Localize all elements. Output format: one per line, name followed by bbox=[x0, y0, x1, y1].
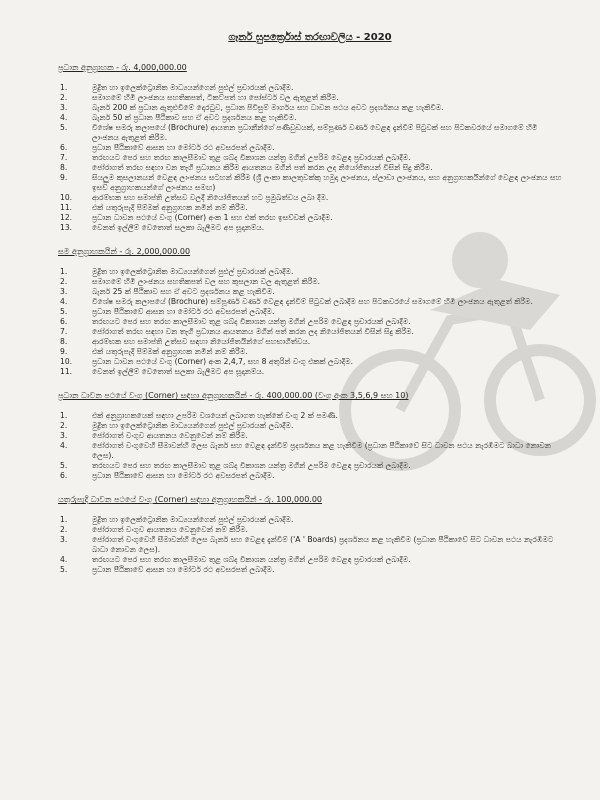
list-item: 6. ප්‍රධාන පීඨිකාවේ ආසන හා මෝටර් රථ අවසරපත් ලබාදීම. bbox=[60, 143, 275, 152]
list-item: 8. ආරම්භක සහ සමාප්ති උත්සව සඳහා නියෝජිතයින්ගේ සහභාගීත්වය. bbox=[60, 337, 311, 346]
list-item: 1. එක් අනුග්‍රාහකයෙක් සඳහා උපරිම වශයෙන් ලබාගත හැක්කේ වංගු 2 ක් පමණි. bbox=[60, 411, 338, 420]
list-item: 12. ප්‍රධාන ධාවන පථයේ වංගු (Corner) අංක 1 සහ එක් තරඟ ඉසව්වක් ලබාදීම. bbox=[60, 213, 333, 222]
list-item: 8. ජෝරාගත් තරඟ සඳහා වන තෑගි ප්‍රධානය කිරීම ආයතනය මගින් පත් කරන ලද නියෝජිතයන් විසින් සිදු කිරීම. bbox=[60, 163, 433, 172]
list-item: 5. විශේෂ සමරු කලාපයේ (Brochure) ආයතන ප්‍රධානීන්ගේ පණිවුඩයක්, සම්පූර්ණ වර්ණ වෙළඳ දැන්වීම් පිටුවක් සහ පිටකවරයේ සමාගමේ හිමි ලාංඡනය ඇතුළත් කිරීම. bbox=[60, 123, 538, 142]
list-item: 2. මුද්‍රිත හා ඉලෙක්ට්‍රොනික මාධ්‍යයන්ගෙන් පුළුල් ප්‍රචාරයක් ලබාදීම. bbox=[60, 421, 294, 430]
list-item: 5. ප්‍රධාන පීඨිකාවේ ආසන හා මෝටර් රථ අවසරපත් ලබාදීම. bbox=[60, 565, 275, 574]
section-main-sponsor bbox=[58, 63, 562, 233]
section-heading: ප්‍රධාන ධාවන පථයේ වංගු (Corner) සඳහා අනුග්‍රාහකයින් - රු. 400,000.00 (වංගු අංක 3,5,6,9 සහ 10) bbox=[58, 391, 409, 400]
list-item: 4. ජෝරාගත් වංගුවෙහි සීමාවන්හි ලෙස බැනර් සහ වෙළඳ දැන්වීම් ප්‍රදර්ශනය කළ හැකිවීම (ප්‍රධාන පීඨිකාවේ සිට ධාවන පථය නැරඹීමට බාධා නොවන ලෙස). bbox=[60, 441, 551, 460]
list-item: 3. බැනර් 25 ක් පීඨිකාව සහ ඒ අවට ප්‍රදර්ශනය කළ හැකිවීම. bbox=[60, 287, 275, 296]
list-item: 5. ප්‍රධාන පීඨිකාවේ ආසන හා මෝටර් රථ අවසරපත් ලබාදීම. bbox=[60, 307, 275, 316]
list-item: 10. ප්‍රධාන ධාවන පථයේ වංගු (Corner) අංක 2,4,7, සහ 8 අතුරින් වංගු එකක් ලබාදීම. bbox=[60, 357, 353, 366]
list-item: 7. තරඟයට පෙර සහ තරඟ කාලසීමාව තුළ ශබ්ද විකාශන යන්ත්‍ර මගින් උපරිම වෙළඳ ප්‍රචාරයක් ලබාදීම. bbox=[60, 153, 411, 162]
list-item: 11. වෙනත් ඉල්ලීම් වෙතොත් සලකා බැලීමට අප සූදානම්ය. bbox=[60, 367, 265, 376]
list-item: 6. තරඟයට පෙර සහ තරඟ කාලසීමාව තුළ ශබ්ද විකාශන යන්ත්‍ර මගින් උපරිම වෙළඳ ප්‍රචාරයක් ලබාදීම. bbox=[60, 317, 411, 326]
section-main-corner-sponsors bbox=[58, 391, 562, 481]
list-item: 9. සියලුම කුසලානයන් වෙළඳ ලාංඡනය සටහන් කිරීම (ශ්‍රී ලංකා කාලතුවක්කු හමුදා ලාංඡනය, ස්ලාඩා ලාංඡනය, සහ අනුග්‍රාහකයින්ගේ වෙළඳ ලාංඡනය සහ ඉසව් අනුග්‍රාහකයන්ගේ ලාංඡනය සමඟ) bbox=[60, 173, 562, 192]
section-motorbike-corner-sponsors bbox=[58, 495, 562, 575]
list-item: 3. ජෝරාගත් වංගුවෙහි සීමාවන්හි ලෙස බැනර් සහ වෙළඳ දැන්වීම් ('A ' Boards) ප්‍රදර්ශනය කළ හැකිවීම (ප්‍රධාන පීඨිකාවේ සිට ධාවන පථය නැරඹීමට බාධා නොවන ලෙස). bbox=[60, 535, 554, 554]
list-item: 7. ජෝරාගත් තරඟ සඳහා වන තෑගි ප්‍රධානය ආයතනය මගින් පත් කරන ලද නියෝජිතයන් විසින් සිදු කිරීම. bbox=[60, 327, 414, 336]
list-item: 4. විශේෂ සමරු කලාපයේ (Brochure) සම්පූර්ණ වර්ණ වෙළඳ දැන්වීම් පිටුවක් ලබාදීම සහ පිටකවරයේ සමාගමේ හිමි ලාංඡනය ඇතුළත් කිරීම. bbox=[60, 297, 533, 306]
list-item: 5. තරඟයට පෙර සහ තරඟ කාලසීමාව තුළ ශබ්ද විකාශන යන්ත්‍ර මගින් උපරිම වෙළඳ ප්‍රචාරයක් ලබාදීම. bbox=[60, 461, 411, 470]
list-item: 2. සමාගමේ හිමි ලාංඡනය සහතිකපත් වල සහ කුසලාන වල ඇතුළත් කිරීම. bbox=[60, 277, 321, 286]
section-co-sponsors bbox=[58, 247, 562, 377]
document-title: ගෑනර් සුපර්ක්‍රොස් තරඟාවලිය - 2020 bbox=[228, 32, 392, 43]
list-item: 10. ආරම්භක සහ සමාප්ති උත්සව වලදී නියෝජිතයන් හට ප්‍රමුඛත්වය ලබා දීම. bbox=[60, 193, 329, 202]
list-item: 4. තරඟයට පෙර සහ තරඟ කාලසීමාව තුළ ශබ්ද විකාශන යන්ත්‍ර මගින් උපරිම වෙළඳ ප්‍රචාරයක් ලබාදීම. bbox=[60, 555, 411, 564]
list-item: 1. මුද්‍රිත හා ඉලෙක්ට්‍රොනික මාධ්‍යයන්ගෙන් පුළුල් ප්‍රචාරයක් ලබාදීම. bbox=[60, 515, 294, 524]
list-item: 6. ප්‍රධාන පීඨිකාවේ ආසන හා මෝටර් රථ අවසරපත් ලබාදීම. bbox=[60, 471, 275, 480]
list-item: 11. එක් යතුරුපැදි පිම්මක් අනුග්‍රාහක නමින් නම් කිරීම. bbox=[60, 203, 248, 212]
list-item: 1. මුද්‍රිත හා ඉලෙක්ට්‍රොනික මාධ්‍යයන්ගෙන් පුළුල් ප්‍රචාරයක් ලබාදීම. bbox=[60, 267, 294, 276]
list-item: 2. ජෝරාගත් වංගුව ආයතනය වෙනුවෙන් නම් කිරීම. bbox=[60, 525, 248, 534]
list-item: 2. සමාගමේ හිමි ලාංඡනය සහතිකපත්, ටිකට්පත් හා පෝස්ටර් වල ඇතුළත් කිරීම. bbox=[60, 93, 339, 102]
list-item: 13. වෙනත් ඉල්ලීම් වෙතොත් සලකා බැලීමට අප සූදානම්ය. bbox=[60, 223, 265, 232]
section-heading: සම අනුග්‍රාහකයින් - රු. 2,000,000.00 bbox=[58, 247, 191, 256]
section-heading: ප්‍රධාන අනුග්‍රාහක - රු. 4,000,000.00 bbox=[58, 63, 187, 72]
list-item: 3. බැනර් 200 ක් ප්‍රධාන ඇතුළුවීමේ දොරටුව, ප්‍රධාන පිවිසුම් මාර්ගය සහ ධාවන පථය අවට ප්‍රදර්ශනය කළ හැකිවීම. bbox=[60, 103, 444, 112]
list-item: 4. බැනර් 50 ක් ප්‍රධාන පීඨිකාව සහ ඒ අවට ප්‍රදර්ශනය කළ හැකිවීම. bbox=[60, 113, 297, 122]
list-item: 9. එක් යතුරුපැදි පිම්මක් අනුග්‍රාහක නමින් නම් කිරීම. bbox=[60, 347, 248, 356]
list-item: 1. මුද්‍රිත හා ඉලෙක්ට්‍රොනික මාධ්‍යයන්ගෙන් පුළුල් ප්‍රචාරයක් ලබාදීම. bbox=[60, 83, 294, 92]
list-item: 3. ජෝරාගත් වංගුව ආයතනය වෙනුවෙන් නම් කිරීම. bbox=[60, 431, 248, 440]
section-heading: යතුරුපැදි ධාවන පථයේ වංගු (Corner) සඳහා අනුග්‍රාහකයින් - රු. 100,000.00 bbox=[58, 495, 323, 504]
